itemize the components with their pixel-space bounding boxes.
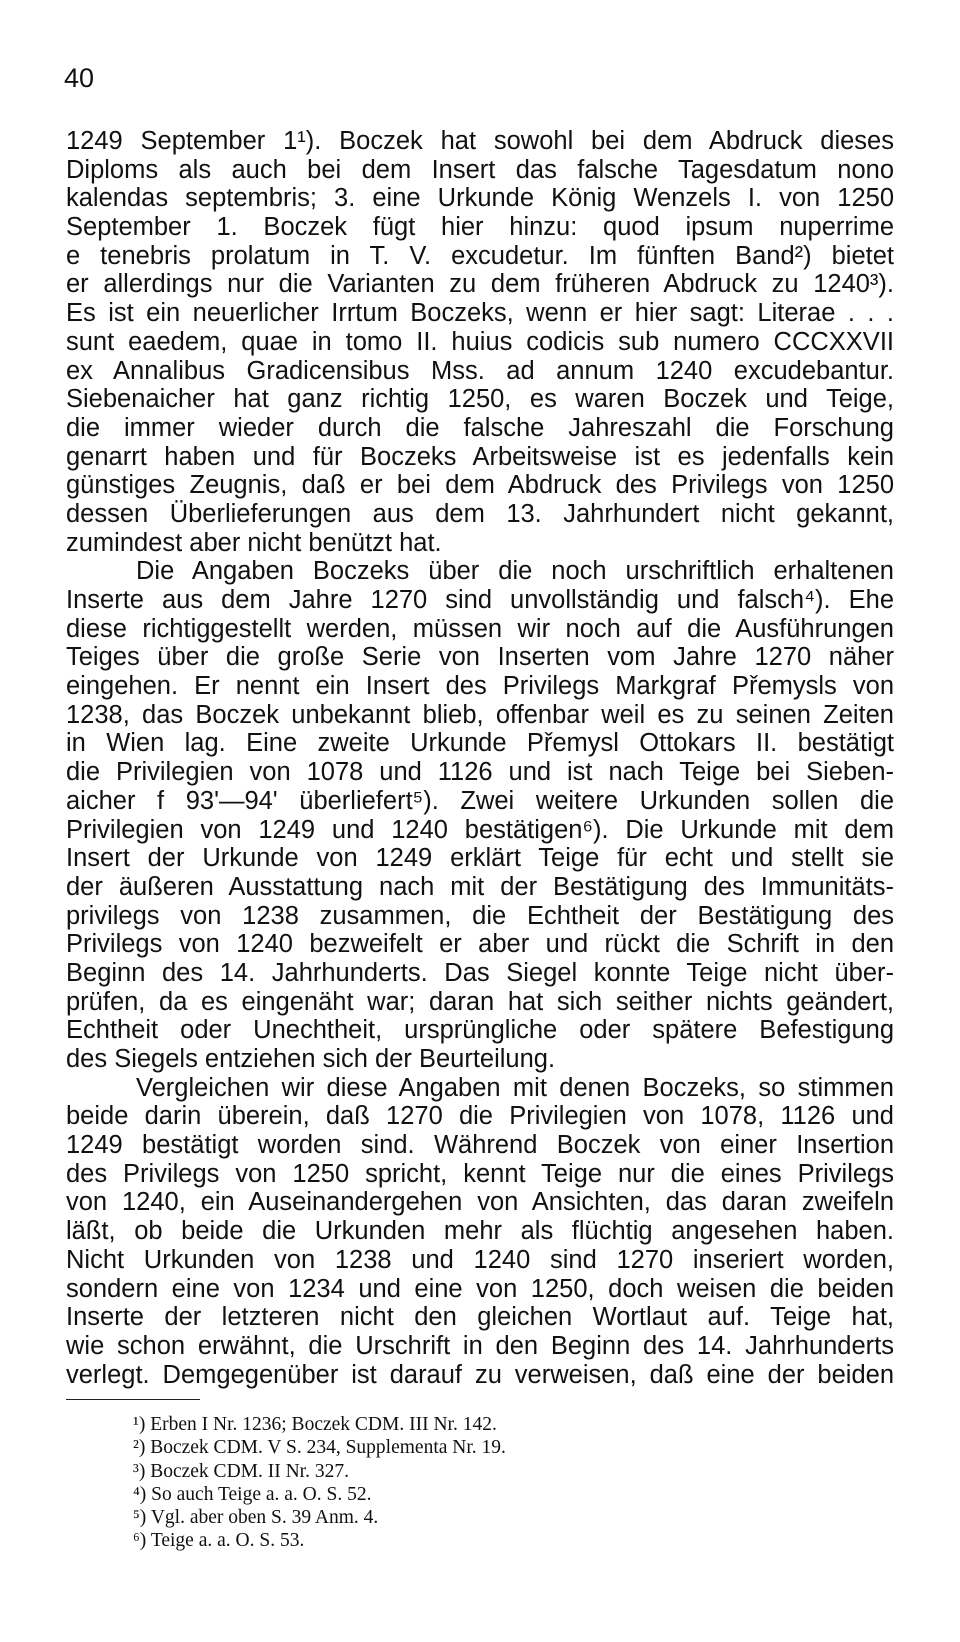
- text-line: von 1240, ein Auseinandergehen von Ansichten, das daran zweifeln: [66, 1188, 894, 1217]
- text-line: diese richtiggestellt werden, müssen wir noch auf die Ausführungen: [66, 614, 894, 643]
- text-line: Teiges über die große Serie von Inserten vom Jahre 1270 näher: [66, 643, 894, 672]
- text-line: 1249 September 1¹). Boczek hat sowohl bei dem Abdruck dieses: [66, 127, 894, 155]
- text-line: in Wien lag. Eine zweite Urkunde Přemysl Ottokars II. bestätigt: [66, 729, 894, 758]
- text-line: Vergleichen wir diese Angaben mit denen Boczeks, so stimmen: [136, 1073, 894, 1102]
- footnote: ²) Boczek CDM. V S. 234, Supplementa Nr. 19.: [133, 1437, 506, 1459]
- text-line: 1249 bestätigt worden sind. Während Boczek von einer Insertion: [66, 1131, 894, 1160]
- text-line: Inserte aus dem Jahre 1270 sind unvollständig und falsch⁴). Ehe: [66, 586, 894, 614]
- text-line: des Privilegs von 1250 spricht, kennt Teige nur die eines Privilegs: [66, 1159, 894, 1188]
- text-line: Es ist ein neuerlicher Irrtum Boczeks, wenn er hier sagt: Literae . . .: [66, 299, 894, 328]
- text-line: Nicht Urkunden von 1238 und 1240 sind 1270 inseriert worden,: [66, 1245, 894, 1274]
- footnote: ⁶) Teige a. a. O. S. 53.: [133, 1530, 305, 1552]
- text-line: ex Annalibus Gradicensibus Mss. ad annum 1240 excudebantur.: [66, 356, 894, 385]
- text-line: prüfen, da es eingenäht war; daran hat sich seither nichts geändert,: [66, 987, 894, 1016]
- footnote-divider: [66, 1399, 200, 1400]
- text-line: des Siegels entziehen sich der Beurteilung.: [66, 1045, 556, 1073]
- text-line: Insert der Urkunde von 1249 erklärt Teige für echt und stellt sie: [66, 844, 894, 873]
- text-line: Die Angaben Boczeks über die noch urschriftlich erhaltenen: [136, 557, 894, 586]
- footnote: ³) Boczek CDM. II Nr. 327.: [133, 1460, 349, 1482]
- text-line: Echtheit oder Unechtheit, ursprüngliche oder spätere Befestigung: [66, 1016, 894, 1045]
- footnote: ¹) Erben I Nr. 1236; Boczek CDM. III Nr. 142.: [133, 1414, 497, 1435]
- footnotes: [133, 1413, 506, 1553]
- text-line: zumindest aber nicht benützt hat.: [66, 528, 442, 557]
- text-line: Siebenaicher hat ganz richtig 1250, es waren Boczek und Teige,: [66, 385, 894, 414]
- text-line: der äußeren Ausstattung nach mit der Bestätigung des Immunitäts-: [66, 872, 894, 901]
- text-line: die immer wieder durch die falsche Jahreszahl die Forschung: [66, 413, 894, 442]
- footnote: ⁴) So auch Teige a. a. O. S. 52.: [133, 1483, 372, 1505]
- text-line: günstiges Zeugnis, daß er bei dem Abdruck des Privilegs von 1250: [66, 471, 894, 500]
- text-line: wie schon erwähnt, die Urschrift in den Beginn des 14. Jahrhunderts: [66, 1331, 894, 1360]
- text-line: dessen Überlieferungen aus dem 13. Jahrhundert nicht gekannt,: [66, 499, 894, 528]
- text-line: Privilegs von 1240 bezweifelt er aber und rückt die Schrift in den: [66, 930, 894, 959]
- text-line: eingehen. Er nennt ein Insert des Privilegs Markgraf Přemysls von: [66, 672, 894, 701]
- text-line: September 1. Boczek fügt hier hinzu: quod ipsum nuperrime: [66, 213, 894, 242]
- text-line: e tenebris prolatum in T. V. excudetur. Im fünften Band²) bietet: [66, 241, 894, 270]
- footnote: ⁵) Vgl. aber oben S. 39 Anm. 4.: [133, 1507, 379, 1529]
- text-line: er allerdings nur die Varianten zu dem früheren Abdruck zu 1240³).: [66, 270, 894, 299]
- text-line: Diploms als auch bei dem Insert das falsche Tagesdatum nono: [66, 155, 894, 184]
- text-line: Inserte der letzteren nicht den gleichen Wortlaut auf. Teige hat,: [66, 1303, 894, 1332]
- text-line: aicher f 93'—94' überliefert⁵). Zwei weitere Urkunden sollen die: [66, 786, 894, 815]
- text-line: beide darin überein, daß 1270 die Privilegien von 1078, 1126 und: [66, 1102, 894, 1131]
- text-line: sunt eaedem, quae in tomo II. huius codicis sub numero CCCXXVII: [66, 327, 894, 356]
- text-line: sondern eine von 1234 und eine von 1250, doch weisen die beiden: [66, 1274, 894, 1303]
- body-text: [66, 127, 894, 1389]
- text-line: Beginn des 14. Jahrhunderts. Das Siegel konnte Teige nicht über-: [66, 958, 894, 987]
- text-line: privilegs von 1238 zusammen, die Echtheit der Bestätigung des: [66, 901, 894, 930]
- text-line: genarrt haben und für Boczeks Arbeitsweise ist es jedenfalls kein: [66, 442, 894, 471]
- text-line: Privilegien von 1249 und 1240 bestätigen⁶). Die Urkunde mit dem: [66, 815, 894, 844]
- text-line: kalendas septembris; 3. eine Urkunde König Wenzels I. von 1250: [66, 184, 894, 213]
- text-line: die Privilegien von 1078 und 1126 und ist nach Teige bei Sieben-: [66, 758, 894, 787]
- text-line: läßt, ob beide die Urkunden mehr als flüchtig angesehen haben.: [66, 1217, 894, 1246]
- text-line: verlegt. Demgegenüber ist darauf zu verweisen, daß eine der beiden: [66, 1360, 894, 1389]
- text-line: 1238, das Boczek unbekannt blieb, offenbar weil es zu seinen Zeiten: [66, 700, 894, 729]
- page-number: 40: [64, 63, 95, 93]
